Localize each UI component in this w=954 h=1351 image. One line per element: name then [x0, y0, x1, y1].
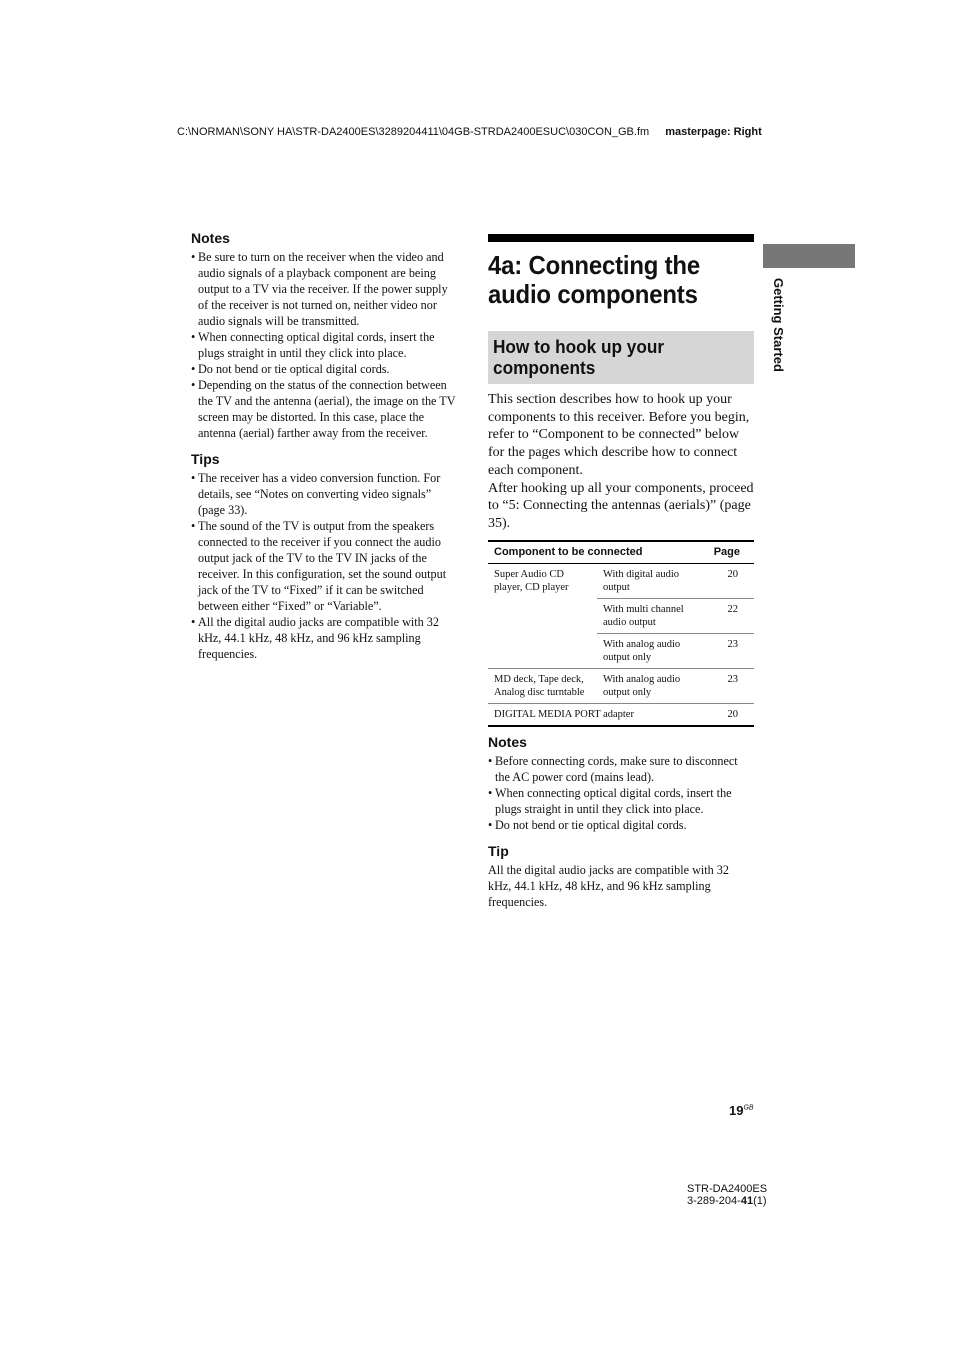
note-item: • Do not bend or tie optical digital cords. [191, 361, 457, 377]
subtitle-box [488, 331, 754, 384]
page-cell: 23 [708, 633, 754, 668]
title-rule [488, 234, 754, 242]
part-number-prefix: 3-289-204- [687, 1195, 741, 1207]
note-item: • Depending on the status of the connection between the TV and the antenna (aerial), the image on the TV screen may be distorted. In this case, place the antenna (aerial) farther away from the receiver. [191, 377, 457, 441]
note-item: • When connecting optical digital cords, insert the plugs straight in until they click into place. [191, 329, 457, 361]
tip-item: • All the digital audio jacks are compatible with 32 kHz, 44.1 kHz, 48 kHz, and 96 kHz sampling frequencies. [191, 614, 457, 662]
page-cell: 20 [708, 703, 754, 726]
column-header-component: Component to be connected [488, 541, 708, 564]
page-number [729, 1103, 754, 1118]
page-number-suffix: GB [743, 1104, 754, 1112]
table-row [488, 703, 754, 726]
file-path: C:\NORMAN\SONY HA\STR-DA2400ES\3289204411\04GB-STRDA2400ESUC\030CON_GB.fm [177, 126, 650, 138]
table-row [488, 668, 754, 703]
component-cell: Super Audio CD player, CD player [488, 563, 597, 668]
section-tab-label: Getting Started [771, 278, 786, 372]
notes-heading: Notes [191, 230, 230, 246]
note-item: • Do not bend or tie optical digital cords. [488, 817, 754, 833]
masterpage-label: masterpage: Right [665, 126, 762, 138]
component-cell: MD deck, Tape deck, Analog disc turntable [488, 668, 597, 703]
right-column [488, 234, 754, 910]
tip-heading: Tip [488, 842, 509, 859]
notes-list-right [488, 753, 754, 833]
note-item: • Be sure to turn on the receiver when the video and audio signals of a playback component are being output to a TV via the receiver. If the power supply of the receiver is not turned on, neither video nor audio signals will be transmitted. [191, 249, 457, 329]
detail-cell: With digital audio output [597, 563, 708, 598]
column-header-page: Page [708, 541, 754, 564]
tips-list [191, 470, 457, 662]
intro-paragraph-2: After hooking up all your components, proceed to “5: Connecting the antennas (aerials)” (page 35). [488, 480, 754, 531]
model-code [687, 1183, 767, 1207]
notes-heading-right: Notes [488, 733, 527, 750]
tips-heading: Tips [191, 451, 220, 467]
tip-item: • The sound of the TV is output from the speakers connected to the receiver if you connect the audio output jack of the TV to the TV IN jacks of the receiver. In this configuration, set the sound output jack of the TV to “Fixed” if it can be switched between either “Fixed” or “Variable”. [191, 518, 457, 614]
page-cell: 20 [708, 563, 754, 598]
component-table [488, 540, 754, 727]
intro-paragraph: This section describes how to hook up your components to this receiver. Before you begin, refer to “Component to be connected” below for the pages which describe how to connect each component. [488, 392, 750, 478]
detail-cell: With analog audio output only [597, 633, 708, 668]
notes-list [191, 249, 457, 441]
detail-cell: With analog audio output only [597, 668, 708, 703]
part-number-suffix: (1) [753, 1195, 767, 1207]
table-row [488, 563, 754, 598]
page-cell: 22 [708, 598, 754, 633]
part-number [687, 1195, 767, 1207]
detail-cell: With multi channel audio output [597, 598, 708, 633]
section-subtitle: How to hook up your components [493, 336, 665, 378]
page-number-value: 19 [729, 1103, 744, 1118]
tip-item: • The receiver has a video conversion function. For details, see “Notes on converting video signals” (page 33). [191, 470, 457, 518]
section-tab-bar [763, 244, 855, 268]
part-number-bold: 41 [740, 1195, 754, 1207]
tip-text: All the digital audio jacks are compatible with 32 kHz, 44.1 kHz, 48 kHz, and 96 kHz sampling frequencies. [488, 862, 729, 909]
page-title: 4a: Connecting the audio components [488, 250, 700, 309]
note-item: • When connecting optical digital cords, insert the plugs straight in until they click into place. [488, 785, 754, 817]
left-column [191, 230, 457, 662]
page-cell: 23 [708, 668, 754, 703]
model-name: STR-DA2400ES [687, 1183, 768, 1195]
file-path-header [177, 126, 762, 138]
note-item: • Before connecting cords, make sure to disconnect the AC power cord (mains lead). [488, 753, 754, 785]
component-cell: DIGITAL MEDIA PORT adapter [488, 703, 708, 726]
